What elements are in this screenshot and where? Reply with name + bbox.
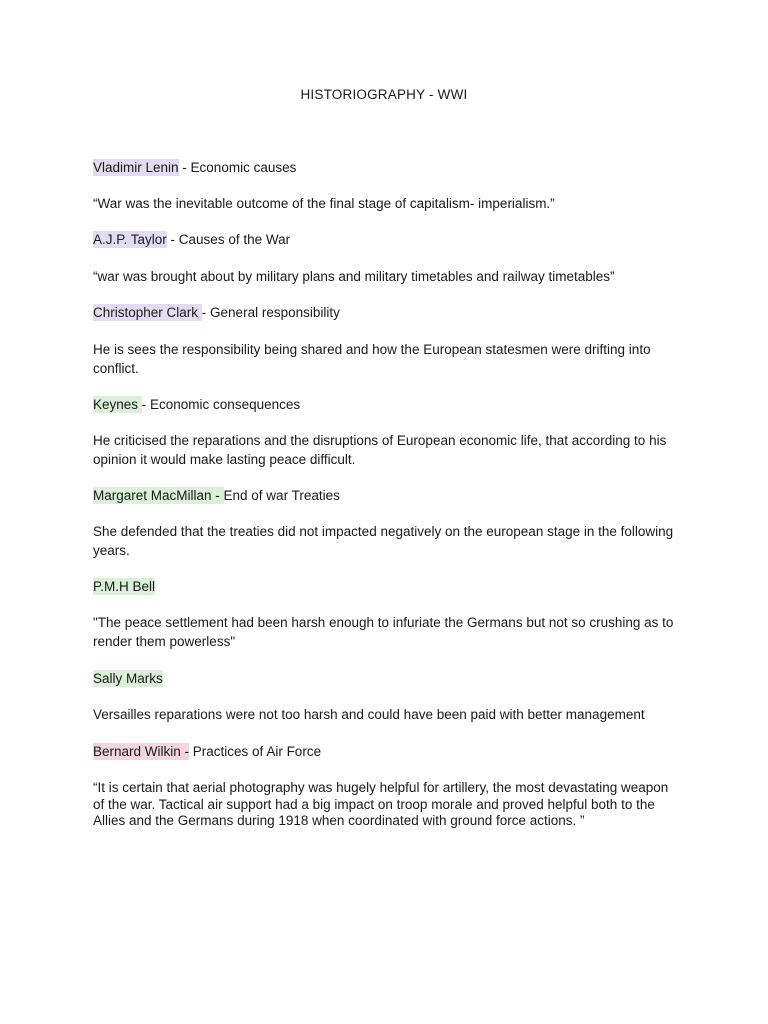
historian-name-highlight: Sally Marks xyxy=(93,671,163,686)
historian-heading-marks xyxy=(93,670,693,688)
historian-quote-taylor: “war was brought about by military plans and military timetables and railway timetables” xyxy=(93,269,615,284)
historian-topic: - General responsibility xyxy=(201,305,340,320)
historian-name-highlight: Keynes xyxy=(93,397,142,412)
document-title: HISTORIOGRAPHY - WWI xyxy=(300,87,468,102)
historian-summary-macmillan: She defended that the treaties did not impacted negatively on the european stage in the following years. xyxy=(93,524,674,558)
historian-topic: - Economic consequences xyxy=(141,397,301,412)
historian-heading-macmillan xyxy=(93,487,693,505)
historian-summary-clark: He is sees the responsibility being shared and how the European statesmen were drifting into conflict. xyxy=(93,342,651,376)
historian-summary-keynes: He criticised the reparations and the disruptions of European economic life, that according to his opinion it would make lasting peace difficult. xyxy=(93,433,667,467)
historian-name-highlight: Bernard Wilkin - xyxy=(93,744,190,759)
historian-topic: - Economic causes xyxy=(178,160,297,175)
historian-heading-keynes xyxy=(93,396,693,414)
historian-topic: Practices of Air Force xyxy=(189,744,322,759)
historian-quote-lenin: “War was the inevitable outcome of the final stage of capitalism- imperialism.” xyxy=(93,196,555,211)
historian-name-highlight: A.J.P. Taylor xyxy=(93,232,167,247)
historian-name-highlight: Vladimir Lenin xyxy=(93,160,179,175)
historian-name-highlight: Christopher Clark xyxy=(93,305,202,320)
historian-heading-clark xyxy=(93,304,693,322)
historian-heading-wilkin xyxy=(93,743,693,761)
historian-quote-wilkin: “It is certain that aerial photography was hugely helpful for artillery, the most devastating weapon of the war. Tactical air support had a big impact on troop morale and proved helpful both to the Allies and the Germans during 1918 when coordinated with ground force actions. ” xyxy=(93,780,669,828)
historian-topic: End of war Treaties xyxy=(223,488,340,503)
historian-heading-bell xyxy=(93,578,693,596)
historian-topic: - Causes of the War xyxy=(166,232,291,247)
historian-heading-taylor xyxy=(93,231,693,249)
historian-name-highlight: P.M.H Bell xyxy=(93,579,156,594)
historian-heading-lenin xyxy=(93,159,693,177)
historian-quote-bell: "The peace settlement had been harsh enough to infuriate the Germans but not so crushing as to render them powerless" xyxy=(93,615,674,649)
historian-summary-marks: Versailles reparations were not too harsh and could have been paid with better management xyxy=(93,707,645,722)
historian-name-highlight: Margaret MacMillan - xyxy=(93,488,224,503)
